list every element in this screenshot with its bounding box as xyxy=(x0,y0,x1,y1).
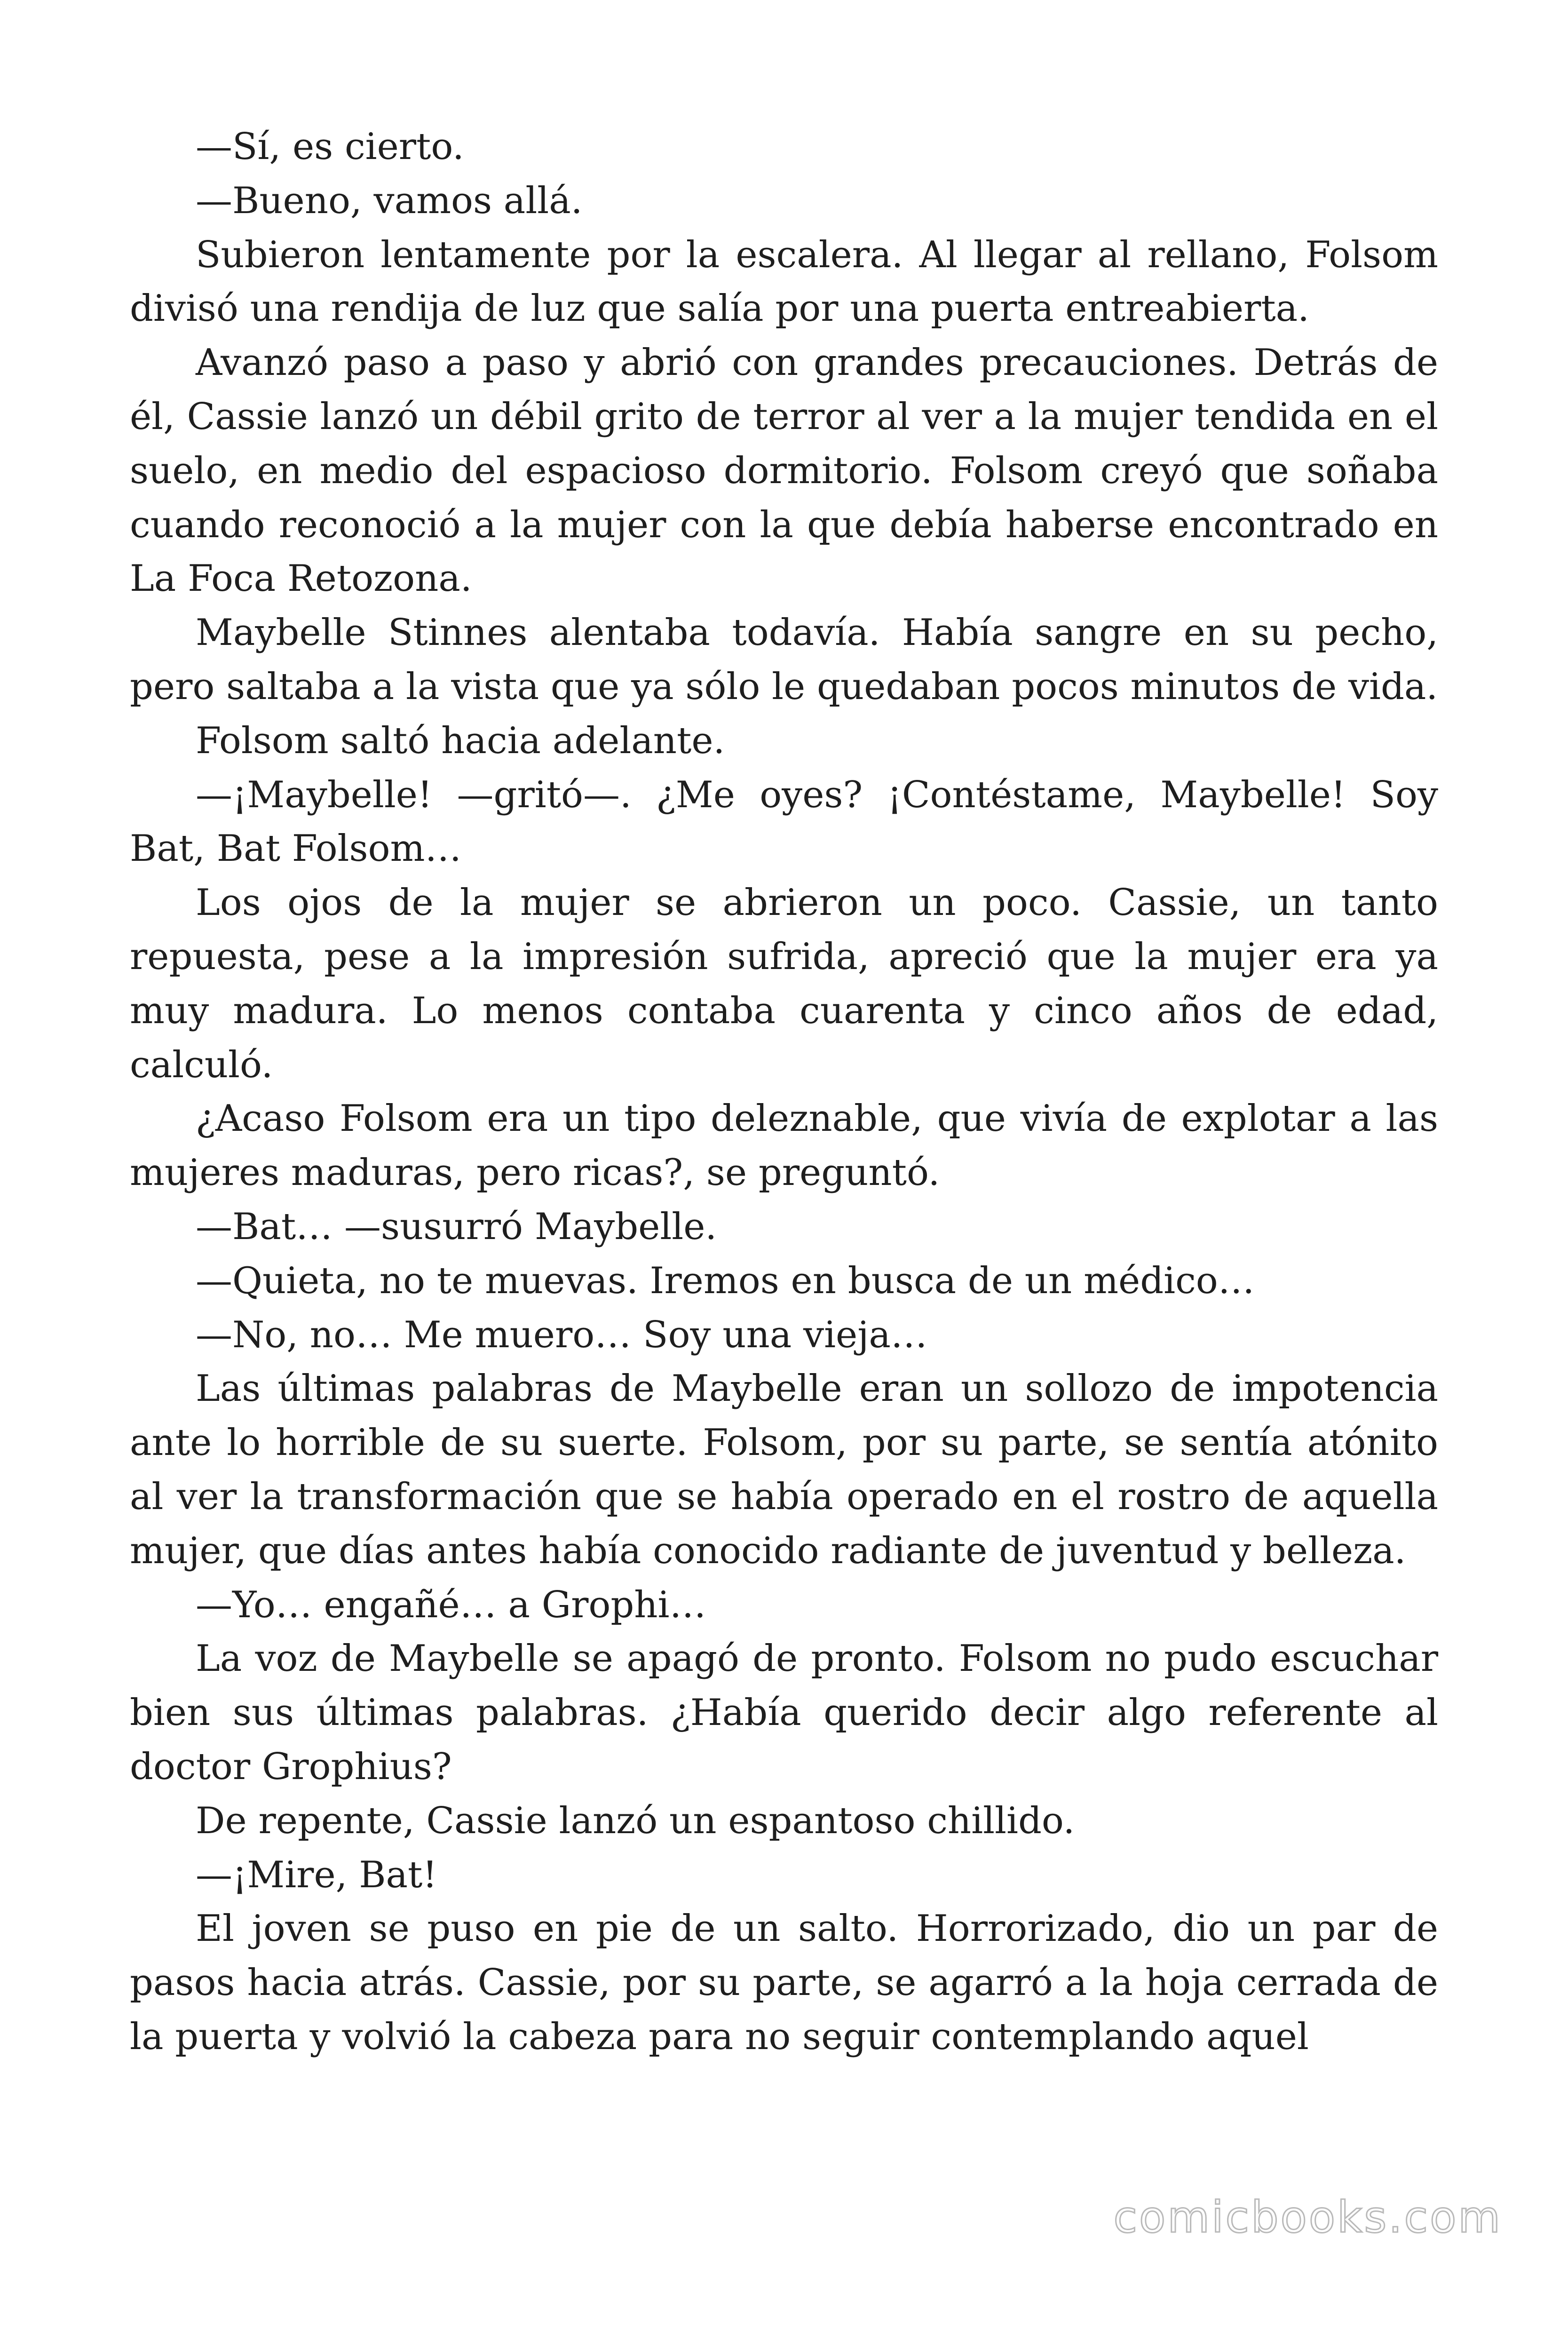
paragraph: Las últimas palabras de Maybelle eran un sollozo de impotencia ante lo horrible de su suerte. Folsom, por su parte, se sentía atónito al ver la transformación que se había operado en el rostro de aquella mujer, que días antes había conocido radiante de juventud y belleza. xyxy=(130,1367,1438,1572)
paragraph: —Sí, es cierto. xyxy=(196,126,464,168)
paragraph: El joven se puso en pie de un salto. Horrorizado, dio un par de pasos hacia atrás. Cassie, por su parte, se agarró a la hoja cerrada de la puerta y volvió la cabeza para no seguir contemplando aquel xyxy=(130,1907,1438,2058)
paragraph: —Bat… —susurró Maybelle. xyxy=(196,1205,717,1248)
paragraph: La voz de Maybelle se apagó de pronto. Folsom no pudo escuchar bien sus últimas palabras. ¿Había querido decir algo referente al doctor Grophius? xyxy=(130,1637,1438,1788)
watermark: comicbooks.com xyxy=(1113,2192,1502,2242)
paragraph: Folsom saltó hacia adelante. xyxy=(196,719,725,762)
paragraph: Avanzó paso a paso y abrió con grandes precauciones. Detrás de él, Cassie lanzó un débil grito de terror al ver a la mujer tendida en el suelo, en medio del espacioso dormitorio. Folsom creyó que soñaba cuando reconoció a la mujer con la que debía haberse encontrado en La Foca Retozona. xyxy=(130,342,1438,600)
paragraph: —Quieta, no te muevas. Iremos en busca de un médico… xyxy=(196,1259,1255,1302)
paragraph: —Yo… engañé… a Grophi… xyxy=(196,1583,706,1626)
paragraph: De repente, Cassie lanzó un espantoso chillido. xyxy=(196,1799,1075,1842)
paragraph: —¡Mire, Bat! xyxy=(196,1853,437,1896)
paragraph: Subieron lentamente por la escalera. Al llegar al rellano, Folsom divisó una rendija de luz que salía por una puerta entreabierta. xyxy=(130,233,1438,330)
paragraph: ¿Acaso Folsom era un tipo deleznable, que vivía de explotar a las mujeres maduras, pero ricas?, se preguntó. xyxy=(130,1097,1438,1194)
paragraph: —Bueno, vamos allá. xyxy=(196,179,583,222)
paragraph: —¡Maybelle! —gritó—. ¿Me oyes? ¡Contéstame, Maybelle! Soy Bat, Bat Folsom… xyxy=(130,773,1438,870)
body-text xyxy=(130,120,1438,2064)
paragraph: Los ojos de la mujer se abrieron un poco. Cassie, un tanto repuesta, pese a la impresión sufrida, apreció que la mujer era ya muy madura. Lo menos contaba cuarenta y cinco años de edad, calculó. xyxy=(130,882,1438,1086)
paragraph: Maybelle Stinnes alentaba todavía. Había sangre en su pecho, pero saltaba a la vista que ya sólo le quedaban pocos minutos de vida. xyxy=(130,612,1438,708)
paragraph: —No, no… Me muero… Soy una vieja… xyxy=(196,1313,927,1356)
